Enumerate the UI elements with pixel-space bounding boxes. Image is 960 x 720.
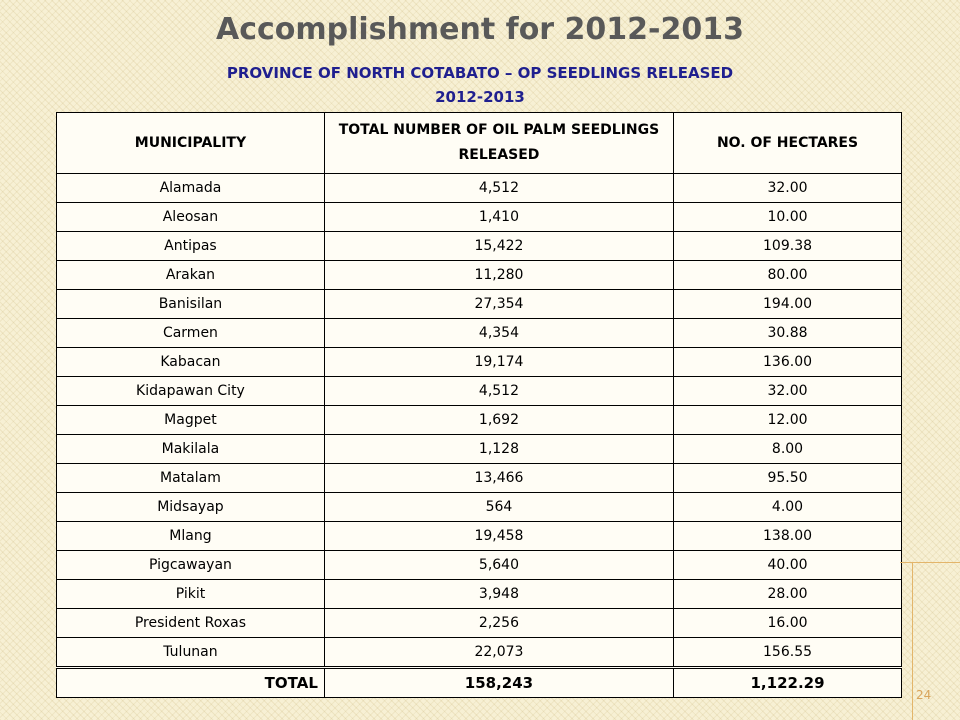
- municipality-cell: Kabacan: [57, 348, 325, 377]
- hectares-cell: 138.00: [674, 522, 902, 551]
- hectares-cell: 95.50: [674, 464, 902, 493]
- municipality-cell: Pikit: [57, 580, 325, 609]
- seedlings-cell: 2,256: [324, 609, 673, 638]
- table-row: [57, 319, 902, 348]
- total-hectares: 1,122.29: [674, 668, 902, 698]
- table-row: [57, 493, 902, 522]
- hectares-cell: 10.00: [674, 203, 902, 232]
- header-municipality: MUNICIPALITY: [57, 113, 325, 174]
- slide-title: Accomplishment for 2012-2013: [215, 12, 744, 47]
- hectares-cell: 136.00: [674, 348, 902, 377]
- seedlings-table: [56, 112, 902, 698]
- table-body: [57, 174, 902, 698]
- page-number: 24: [916, 688, 932, 702]
- table-row: [57, 551, 902, 580]
- table-row: [57, 580, 902, 609]
- municipality-cell: Matalam: [57, 464, 325, 493]
- municipality-cell: Carmen: [57, 319, 325, 348]
- hectares-cell: 8.00: [674, 435, 902, 464]
- seedlings-cell: 11,280: [324, 261, 673, 290]
- table-row: [57, 261, 902, 290]
- decorative-vertical-line: [912, 562, 913, 720]
- hectares-cell: 28.00: [674, 580, 902, 609]
- municipality-cell: Alamada: [57, 174, 325, 203]
- municipality-cell: Banisilan: [57, 290, 325, 319]
- hectares-cell: 156.55: [674, 638, 902, 668]
- table-row: [57, 522, 902, 551]
- table-subtitle: PROVINCE OF NORTH COTABATO – OP SEEDLINGS RELEASED: [226, 64, 734, 82]
- seedlings-cell: 22,073: [324, 638, 673, 668]
- municipality-cell: Pigcawayan: [57, 551, 325, 580]
- seedlings-cell: 27,354: [324, 290, 673, 319]
- header-hectares: NO. OF HECTARES: [674, 113, 902, 174]
- header-seedlings: TOTAL NUMBER OF OIL PALM SEEDLINGS RELEASED: [324, 113, 673, 174]
- municipality-cell: Aleosan: [57, 203, 325, 232]
- table-row: [57, 464, 902, 493]
- seedlings-cell: 1,692: [324, 406, 673, 435]
- table-header-row: [57, 113, 902, 174]
- municipality-cell: Tulunan: [57, 638, 325, 668]
- hectares-cell: 4.00: [674, 493, 902, 522]
- table-row: [57, 174, 902, 203]
- decorative-line: [900, 562, 960, 563]
- hectares-cell: 32.00: [674, 377, 902, 406]
- table-row: [57, 377, 902, 406]
- table-row: [57, 406, 902, 435]
- total-label: TOTAL: [57, 668, 325, 698]
- total-seedlings: 158,243: [324, 668, 673, 698]
- seedlings-cell: 19,458: [324, 522, 673, 551]
- table-row: [57, 348, 902, 377]
- municipality-cell: Makilala: [57, 435, 325, 464]
- hectares-cell: 12.00: [674, 406, 902, 435]
- table-row: [57, 435, 902, 464]
- municipality-cell: Magpet: [57, 406, 325, 435]
- hectares-cell: 80.00: [674, 261, 902, 290]
- hectares-cell: 16.00: [674, 609, 902, 638]
- seedlings-cell: 1,410: [324, 203, 673, 232]
- municipality-cell: Midsayap: [57, 493, 325, 522]
- seedlings-cell: 4,354: [324, 319, 673, 348]
- seedlings-cell: 4,512: [324, 377, 673, 406]
- hectares-cell: 32.00: [674, 174, 902, 203]
- municipality-cell: Mlang: [57, 522, 325, 551]
- seedlings-cell: 564: [324, 493, 673, 522]
- table-row: [57, 203, 902, 232]
- table-year: 2012-2013: [435, 88, 525, 106]
- seedlings-cell: 4,512: [324, 174, 673, 203]
- seedlings-cell: 5,640: [324, 551, 673, 580]
- seedlings-cell: 15,422: [324, 232, 673, 261]
- seedlings-cell: 13,466: [324, 464, 673, 493]
- table-row: [57, 232, 902, 261]
- municipality-cell: President Roxas: [57, 609, 325, 638]
- table-row: [57, 290, 902, 319]
- hectares-cell: 40.00: [674, 551, 902, 580]
- municipality-cell: Antipas: [57, 232, 325, 261]
- total-row: [57, 668, 902, 698]
- table-row: [57, 609, 902, 638]
- seedlings-cell: 1,128: [324, 435, 673, 464]
- hectares-cell: 194.00: [674, 290, 902, 319]
- seedlings-cell: 19,174: [324, 348, 673, 377]
- municipality-cell: Kidapawan City: [57, 377, 325, 406]
- municipality-cell: Arakan: [57, 261, 325, 290]
- hectares-cell: 109.38: [674, 232, 902, 261]
- table-row: [57, 638, 902, 668]
- hectares-cell: 30.88: [674, 319, 902, 348]
- seedlings-cell: 3,948: [324, 580, 673, 609]
